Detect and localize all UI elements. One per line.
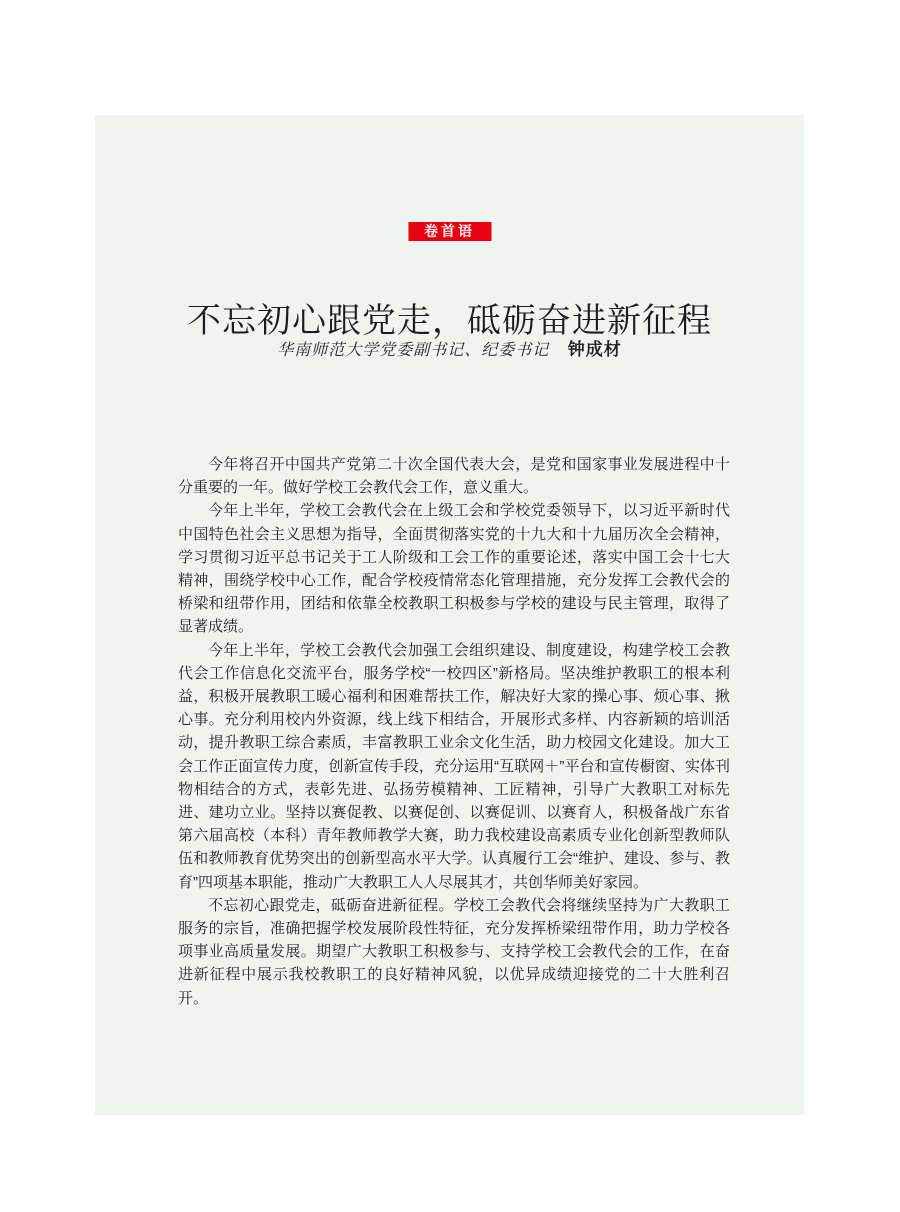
paragraph-2: 今年上半年，学校工会教代会在上级工会和学校党委领导下，以习近平新时代中国特色社会主义思想为指导，全面贯彻落实党的十九大和十九届历次全会精神，学习贯彻习近平总书记关于工人阶级和工会工作的重要论述，落实中国工会十七大精神，围绕学校中心工作，配合学校疫情常态化管理措施，充分发挥工会教代会的桥梁和纽带作用，团结和依靠全校教职工积极参与学校的建设与民主管理，取得了显著成绩。 [178, 502, 730, 636]
byline-author: 钟成材 [567, 340, 622, 359]
byline [95, 335, 804, 360]
article-title: 不忘初心跟党走，砥砺奋进新征程 [187, 301, 712, 340]
paragraph-3: 今年上半年，学校工会教代会加强工会组织建设、制度建设，构建学校工会教代会工作信息化交流平台，服务学校“一校四区”新格局。坚决维护教职工的根本利益，积极开展教职工暖心福利和困难帮扶工作，解决好大家的操心事、烦心事、揪心事。充分利用校内外资源，线上线下相结合，开展形式多样、内容新颖的培训活动，提升教职工综合素质，丰富教职工业余文化生活，助力校园文化建设。加大工会工作正面宣传力度，创新宣传手段，充分运用“互联网＋”平台和宣传橱窗、实体刊物相结合的方式，表彰先进、弘扬劳模精神、工匠精神，引导广大教职工对标先进、建功立业。坚持以赛促教、以赛促创、以赛促训、以赛育人，积极备战广东省第六届高校（本科）青年教师教学大赛，助力我校建设高素质专业化创新型教师队伍和教师教育优势突出的创新型高水平大学。认真履行工会“维护、建设、参与、教育”四项基本职能，推动广大教职工人人尽展其才，共创华师美好家园。 [178, 641, 730, 891]
paragraph-4: 不忘初心跟党走，砥砺奋进新征程。学校工会教代会将继续坚持为广大教职工服务的宗旨，准确把握学校发展阶段性特征，充分发挥桥梁纽带作用，助力学校各项事业高质量发展。期望广大教职工积极参与、支持学校工会教代会的工作，在奋进新征程中展示我校教职工的良好精神风貌，以优异成绩迎接党的二十大胜利召开。 [178, 896, 730, 1007]
magazine-page [95, 115, 804, 1115]
section-badge: 卷首语 [408, 222, 491, 241]
article-body [178, 453, 730, 1010]
byline-role: 华南师范大学党委副书记、纪委书记 [277, 342, 550, 359]
paragraph-1: 今年将召开中国共产党第二十次全国代表大会，是党和国家事业发展进程中十分重要的一年。做好学校工会教代会工作，意义重大。 [178, 456, 730, 497]
